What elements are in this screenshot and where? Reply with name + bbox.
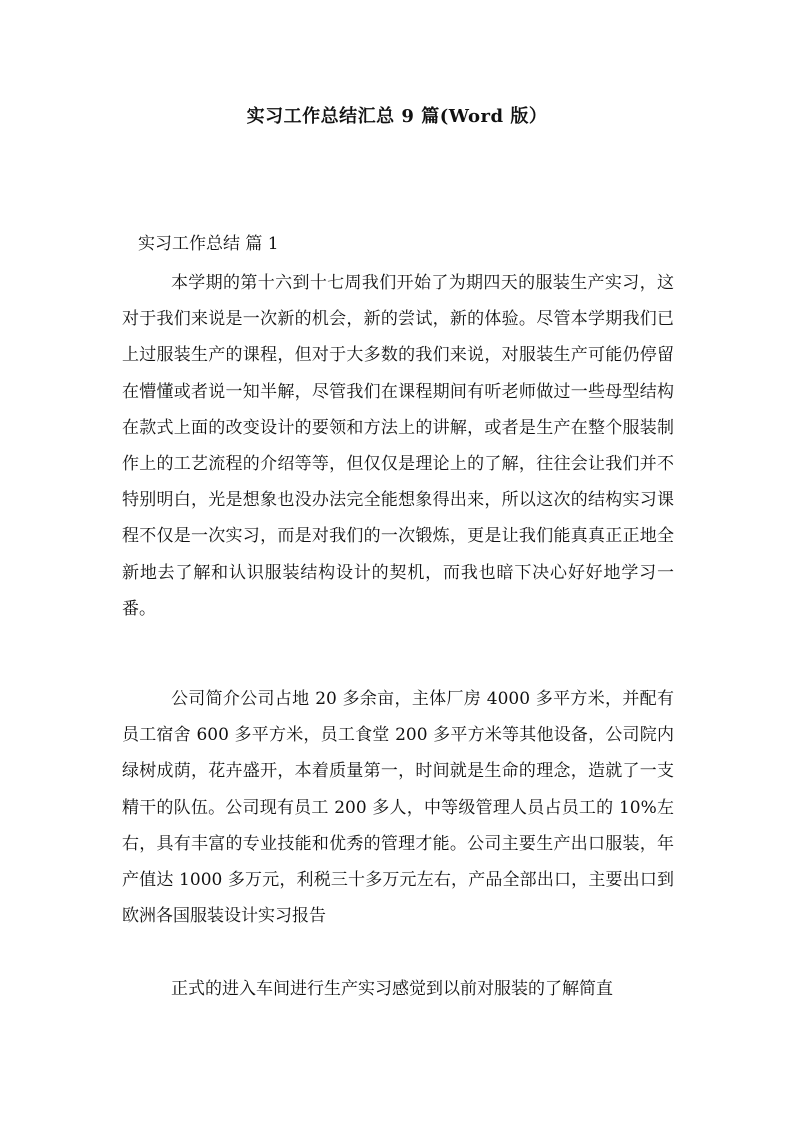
paragraph-3 [122, 971, 674, 1007]
paragraph-1 [122, 265, 674, 627]
paragraph-2 [122, 681, 674, 934]
paragraph-text: 公司简介公司占地 20 多余亩，主体厂房 4000 多平方米，并配有员工宿舍 600 多平方米，员工食堂 200 多平方米等其他设备，公司院内绿树成荫，花卉盛开，本着质量第一，时间就是生命的理念，造就了一支精干的队伍。公司现有员工 200 多人，中等级管理人员占员工的 10%左右，具有丰富的专业技能和优秀的管理才能。公司主要生产出口服装，年产值达 1000 多万元，利税三十多万元左右，产品全部出口，主要出口到欧洲各国服装设计实习报告 [122, 689, 674, 927]
paragraph-text: 正式的进入车间进行生产实习感觉到以前对服装的了解简直 [170, 979, 613, 999]
paragraph-text: 本学期的第十六到十七周我们开始了为期四天的服装生产实习，这对于我们来说是一次新的机会，新的尝试，新的体验。尽管本学期我们已上过服装生产的课程，但对于大多数的我们来说，对服装生产可能仍停留在懵懂或者说一知半解，尽管我们在课程期间有听老师做过一些母型结构在款式上面的改变设计的要领和方法上的讲解，或者是生产在整个服装制作上的工艺流程的介绍等等，但仅仅是理论上的了解，往往会让我们并不特别明白，光是想象也没办法完全能想象得出来，所以这次的结构实习课程不仅是一次实习，而是对我们的一次锻炼，更是让我们能真真正正地全新地去了解和认识服装结构设计的契机，而我也暗下决心好好地学习一番。 [122, 273, 674, 619]
section-heading: 实习工作总结 篇 1 [138, 234, 279, 254]
document-title: 实习工作总结汇总 9 篇(Word 版） [246, 106, 548, 127]
